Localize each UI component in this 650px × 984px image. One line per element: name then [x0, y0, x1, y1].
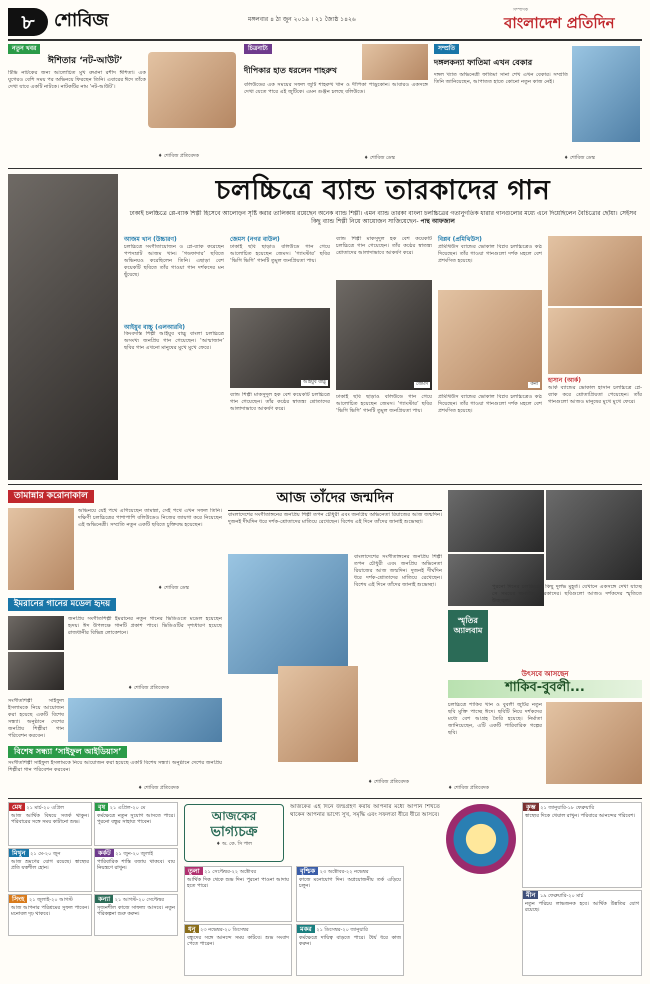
zodiac-wheel: [446, 804, 516, 874]
sign-range: ২১ জুন-২০ জুলাই: [113, 851, 153, 857]
sign-name: ধনু: [185, 925, 199, 933]
top-story-1: [8, 44, 240, 166]
sign-body: কর্মক্ষেত্রে নতুন সুযোগ আসতে পারে। পুরনো বন্ধুর সাহায্য পাবেন।: [97, 812, 175, 826]
left-story-3: [8, 698, 222, 794]
section-heading: বিপ্লব (প্রমিথিউস): [438, 236, 482, 243]
story-byline: ♦ শোবিজ ডেস্ক: [364, 156, 395, 161]
sign-name: মীন: [523, 891, 538, 899]
horoscope-title-top: আজকের: [211, 809, 257, 823]
left-story-1: [8, 490, 222, 594]
story-body: বলিউডের এক সময়ের সফল জুটি শাহরুখ খান ও দীপিকা পাড়ুকোন। আবারও একসঙ্গে দেখা যেতে পারে এই জুটিকে। এমন গুঞ্জন চলছে বলিউডে।: [244, 82, 428, 96]
horoscope-sign: [94, 802, 178, 846]
horoscope-sign: [522, 890, 642, 976]
section-heading: জেমস (নগর বাউল): [230, 236, 280, 243]
sign-name: বৃষ: [95, 803, 108, 811]
section-title: শোবিজ: [54, 10, 109, 31]
section-body: আর্ক ব্যান্ডের ভোকাল হাসান চলচ্চিত্রে প্লে-ব্যাক করে শ্রোতাপ্রিয়তা পেয়েছেন। তাঁর গানগুলো আজও মানুষের মুখে মুখে ফেরে।: [548, 384, 642, 405]
story-title: দীপিকার হাত ধরলেন শাহরুখ: [244, 66, 337, 75]
horoscope-title-box: [184, 804, 284, 862]
sign-name: তুলা: [185, 867, 203, 875]
sign-body: বন্ধুদের সঙ্গে আনন্দে সময় কাটবে। শুভ সংবাদ পেতে পারেন।: [187, 934, 289, 948]
tamanna-photo: [8, 508, 74, 590]
sign-range: ২৩ অক্টোবর-২২ নভেম্বর: [318, 869, 369, 875]
kicker-label: সম্প্রতি: [434, 44, 459, 54]
sign-body: নতুন পরিচয় লাভজনক হবে। আর্থিক উন্নতির যোগ রয়েছে।: [525, 900, 639, 914]
section-body: ব্যান্ড শিল্পী মাকসুদুল হক বেশ কয়েকটি চলচ্চিত্রে গান গেয়েছেন। তাঁর কণ্ঠের স্বাতন্ত্র্য শ্রোতাদের আলাদাভাবে আকর্ষণ করে।: [230, 391, 330, 412]
fatima-photo: [572, 46, 640, 142]
section-heading: হাসান (আর্ক): [548, 377, 581, 384]
shakib-bubly-photo: [546, 702, 642, 784]
sign-name: বৃশ্চিক: [297, 867, 318, 875]
story-byline: ♦ শোবিজ প্রতিবেদক: [128, 686, 169, 691]
story-title: দঙ্গলকন্যা ফাতিমা এখন বেকার: [434, 58, 533, 67]
sign-range: ২১ জানুয়ারি-১৮ ফেব্রুয়ারি: [538, 805, 595, 811]
sign-range: ২১ আগস্ট-২০ সেপ্টেম্বর: [113, 897, 165, 903]
story-title: ঈশিতার ‘নট-আউট’: [48, 56, 123, 66]
lead-title: চলচ্চিত্রে ব্যান্ড তারকাদের গান: [215, 175, 551, 206]
shakib-byline: ♦ শোবিজ প্রতিবেদক: [448, 786, 489, 791]
shakib-body: চলচ্চিত্রে শাকিব খান ও বুবলী জুটির নতুন ছবি মুক্তি পাচ্ছে ঈদে। ছবিটি নিয়ে দর্শকদের মধ্যে বেশ আগ্রহ তৈরি হয়েছে। নির্মাতা জানিয়েছেন, এটি একটি পারিবারিক গল্পের ছবি।: [448, 702, 542, 737]
horoscope-sign: [8, 894, 92, 936]
memory-body: পুরনো দিনের চলচ্চিত্রের কিছু দুর্লভ মুহূর্ত। যেখানে একসঙ্গে দেখা যাচ্ছে সে সময়ের জনপ্রিয় তারকাদের। ছবিগুলো আজও দর্শকদের স্মৃতিতে উজ্জ্বল।: [492, 584, 642, 605]
lead-byline: পান্থ আফজাল: [420, 218, 455, 226]
sign-body: স্বাস্থ্যের দিকে খেয়াল রাখুন। পরিবারে আনন্দের পরিবেশ।: [525, 812, 636, 819]
sign-name: মকর: [297, 925, 315, 933]
left-story-2: [8, 598, 222, 694]
sign-body: আজ আর্থিক বিষয়ে সতর্ক থাকুন। পরিবারের সঙ্গে সময় কাটানো শুভ।: [11, 812, 89, 826]
horoscope-sign: [184, 924, 292, 976]
horoscope-sign: [184, 866, 292, 922]
section-heading: আজম খান (উচ্চারণ): [124, 236, 177, 243]
page-header: [8, 6, 642, 40]
sign-range: ২১ মার্চ-২০ এপ্রিল: [24, 805, 65, 811]
story-title: তামান্নার করোনাকাল: [8, 490, 94, 503]
story-body: টিভি নাটকের জন্য আলোচিত মুখ রুমানা রশীদ ঈশিতা। এক যুগেরও বেশি সময় পর অভিনয়ে ফিরছেন তিনি। এবারের ঈদে তাঁকে দেখা যাবে একটি নাটকে। নাটকটির নাম ‘নট-আউট’।: [8, 70, 146, 91]
story-body: অভিনয়ে যেই পথে এগিয়েছেন তামান্না, সেই পথে এখন সফল তিনি। দক্ষিণী চলচ্চিত্রের পাশাপাশি বলিউডেও নিজের জায়গা করে নিয়েছেন এই অভিনেত্রী। সম্প্রতি নতুন একটি ছবিতে চুক্তিবদ্ধ হয়েছেন।: [78, 508, 222, 529]
sign-range: ২১ মে-২০ জুন: [28, 851, 61, 857]
azam-khan-photo: [8, 174, 118, 480]
top-story-2: [244, 44, 430, 166]
top-strip-rule: [8, 168, 642, 169]
horoscope-sign: [296, 866, 404, 922]
deepika-photo: [362, 44, 428, 80]
section-body: ঢাকাই ছবি ছাড়াও বলিউডে গান গেয়ে আলোচিত হয়েছেন জেমস। ‘গ্যাংস্টার’ ছবির ‘ভিগি ভিগি’ গানটি তুমুল জনপ্রিয়তা পায়।: [336, 394, 432, 415]
shakib-title: শাকিব-বুবলী...: [505, 680, 585, 695]
memory-tag-top: স্মৃতির: [458, 616, 478, 625]
shakib-block: [448, 670, 642, 794]
birthday-body-col: বাংলাদেশের সংগীতাঙ্গনের জনপ্রিয় শিল্পী তপন চৌধুরী এবং জনপ্রিয় অভিনেতা রিয়াজের আজ জন্মদিন। দুজনই দীর্ঘদিন ধরে দর্শক-শ্রোতাদের মাতিয়ে রেখেছেন। বিশেষ এই দিনে তাঁদের জানাই শুভেচ্ছা।: [354, 554, 442, 589]
sign-name: মেষ: [9, 803, 25, 811]
section-body: প্রমিথিউস ব্যান্ডের ভোকাল বিপ্লব চলচ্চিত্রেও কণ্ঠ দিয়েছেন। তাঁর গাওয়া গানগুলো দর্শক মহলে বেশ প্রশংসিত হয়েছে।: [438, 243, 542, 264]
birthday-block: [228, 490, 442, 794]
page-number: ৮: [21, 10, 35, 34]
imran-photo: [8, 616, 64, 650]
sign-body: আজ ভ্রমণের যোগ রয়েছে। স্বাস্থ্যের প্রতি যত্নশীল হোন।: [11, 858, 89, 872]
horoscope-sign: [94, 848, 178, 892]
birthday-title: আজ তাঁদের জন্মদিন: [228, 490, 442, 511]
sign-body: আজ আপনার পরিশ্রমের সুফল পাবেন। মনোবল দৃঢ় থাকবে।: [11, 904, 89, 918]
sign-name: কর্কট: [95, 849, 114, 857]
lead-col-1: [124, 236, 224, 480]
horoscope-sign: [296, 924, 404, 976]
horoscope-author: ♦ অ. কে. সি পাল: [216, 841, 252, 847]
story-byline: ♦ শোবিজ ডেস্ক: [564, 156, 595, 161]
shakib-title-bar: [448, 680, 642, 698]
brand-kicker: সম্পাদক: [513, 8, 529, 13]
section-body: ব্যান্ড শিল্পী মাকসুদুল হক বেশ কয়েকটি চলচ্চিত্রে গান গেয়েছেন। তাঁর কণ্ঠের স্বাতন্ত্র্য শ্রোতাদের আলাদাভাবে আকর্ষণ করে।: [336, 236, 432, 257]
memory-tag: [448, 610, 488, 662]
sign-range: ২১ এপ্রিল-২০ মে: [108, 805, 146, 811]
lead-col-4: [438, 236, 542, 480]
sign-range: ২১ ডিসেম্বর-২০ জানুয়ারি: [314, 927, 368, 933]
horoscope-sign: [8, 802, 92, 846]
section-heading: আইয়ুব বাচ্চু (এলআরবি): [124, 323, 185, 331]
memory-tag-bottom: অ্যালবাম: [453, 626, 483, 635]
sign-name: মিথুন: [9, 849, 29, 857]
section-body: ঢাকাই ছবি ছাড়াও বলিউডে গান গেয়ে আলোচিত হয়েছেন জেমস। ‘গ্যাংস্টার’ ছবির ‘ভিগি ভিগি’ গানটি তুমুল জনপ্রিয়তা পায়।: [230, 243, 330, 264]
sign-range: ২৩ নভেম্বর-২০ ডিসেম্বর: [198, 927, 249, 933]
riaz-photo: [278, 666, 358, 762]
kicker-label: চিত্রনাট্য: [244, 44, 272, 54]
photo-label: জেমস: [415, 382, 428, 388]
sign-name: কুম্ভ: [523, 803, 539, 811]
horoscope-sign: [94, 894, 178, 936]
sign-range: ২১ সেপ্টেম্বর-২২ অক্টোবর: [202, 869, 257, 875]
james-photo: [336, 280, 432, 390]
memory-photo-1: [448, 490, 544, 552]
sign-body: পারিবারিক শান্তি বজায় থাকবে। ব্যয় নিয়ন্ত্রণে রাখুন।: [97, 858, 175, 872]
section-body: চলচ্চিত্রে সংগীতায়োজন ও প্লে-ব্যাক করেছেন পপসম্রাট আজম খান। ‘গডফাদার’ ছবিতে অভিনয়ও করেছিলেন তিনি। এছাড়া বেশ কয়েকটি ছবিতে তাঁর গাওয়া গান দর্শকদের মন ছুঁয়েছে।: [124, 243, 224, 278]
lead-deck-text: ঢাকাই চলচ্চিত্রে প্লে-ব্যাক শিল্পী হিসেবে আলোড়ন সৃষ্টি করার তালিকায় রয়েছেন অনেক ব্যান্ড শিল্পী। এমন ব্যান্ড তারকা বাংলা চলচ্চিত্রের গতানুগতিক ধারার গানগুলোর মধ্যে এনে দিয়েছিলেন বৈচিত্র্যের ছোঁয়া। সেইসব কিছু ব্যান্ড শিল্পী নিয়ে আয়োজন সাজিয়েছেন-: [129, 210, 637, 226]
horoscope-title-bottom: ভাগ্যচক্র: [210, 824, 258, 840]
sign-name: সিংহ: [9, 895, 27, 903]
birthday-byline: ♦ শোবিজ প্রতিবেদক: [368, 780, 409, 785]
photo-label: কনা: [530, 381, 538, 387]
photo-label: আইয়ুব বাচ্চু: [302, 379, 326, 385]
top-story-3: [434, 44, 642, 166]
story-body: জনপ্রিয় সংগীতশিল্পী ইমরানের নতুন গানের ভিডিওতে মডেল হয়েছেন হৃদয়। ঈদ উপলক্ষে গানটি প্রকাশ পাবে। ভিডিওটির দৃশ্যধারণ হয়েছে রাজধানীর বিভিন্ন লোকেশনে।: [68, 616, 222, 637]
page-number-badge: [8, 8, 48, 36]
sign-body: কর্মক্ষেত্রে দায়িত্ব বাড়তে পারে। ধৈর্য ধরে কাজ করুন।: [299, 934, 401, 948]
dateline: মঙ্গলবার ৪ ঠা জুন ২০১৯ । ২১ জ্যৈষ্ঠ ১৪২৬: [248, 16, 356, 23]
sign-body: কাজে মনোযোগ দিন। অপ্রয়োজনীয় তর্ক এড়িয়ে চলুন।: [299, 876, 401, 890]
memory-block: [448, 490, 642, 666]
horoscope-sign: [522, 802, 642, 888]
birthday-body: বাংলাদেশের সংগীতাঙ্গনের জনপ্রিয় শিল্পী তপন চৌধুরী এবং জনপ্রিয় অভিনেতা রিয়াজের আজ জন্মদিন। দুজনই দীর্ঘদিন ধরে দর্শক-শ্রোতাদের মাতিয়ে রেখেছেন। বিশেষ এই দিনে তাঁদের জানাই শুভেচ্ছা।: [228, 512, 442, 526]
lead-col-3: [336, 236, 432, 480]
story-byline: ♦ শোবিজ প্রতিবেদক: [138, 786, 179, 791]
horoscope-top-rule: [8, 798, 642, 799]
saiful-event-photo: [68, 698, 222, 742]
header-rule: [8, 39, 642, 41]
brand-logo: বাংলাদেশ প্রতিদিন: [504, 14, 615, 32]
story-body: দঙ্গল খ্যাত অভিনেত্রী ফাতিমা সানা শেখ এখন বেকার। সম্প্রতি তিনি জানিয়েছেন, আপাতত হাতে কোনো নতুন কাজ নেই।: [434, 72, 568, 86]
singer-guitar-photo: [548, 308, 642, 374]
story-byline: ♦ শোবিজ প্রতিবেদক: [158, 154, 199, 159]
lead-col-2: [230, 236, 330, 480]
horoscope-sign: [8, 848, 92, 892]
story-body-lead: সংগীতশিল্পী সাইফুল ইসলামকে নিয়ে আয়োজন করা হয়েছে একটি বিশেষ সন্ধ্যা। অনুষ্ঠানে দেশের জনপ্রিয় শিল্পীরা গান পরিবেশন করবেন।: [8, 698, 64, 740]
story-title: বিশেষ সন্ধ্যা ‘সাইফুল আইডিয়াস’: [8, 746, 127, 758]
sign-name: কন্যা: [95, 895, 113, 903]
kona-photo: [438, 290, 542, 390]
sign-body: আর্থিক দিক থেকে শুভ দিন। পুরনো পাওনা আদায় হতে পারে।: [187, 876, 289, 890]
story-body: সংগীতশিল্পী সাইফুল ইসলামকে নিয়ে আয়োজন করা হয়েছে একটি বিশেষ সন্ধ্যা। অনুষ্ঠানে দেশের জনপ্রিয় শিল্পীরা গান পরিবেশন করবেন।: [8, 760, 222, 774]
sign-body: সৃজনশীল কাজে সাফল্য আসবে। নতুন পরিকল্পনা শুরু করুন।: [97, 904, 175, 918]
kicker-label: নতুন খবর: [8, 44, 40, 54]
shakib-kicker: উৎসবে আসছেন: [521, 670, 569, 678]
bachchu-photo: [230, 308, 330, 388]
lead-col-5: [548, 236, 642, 480]
lead-bottom-rule: [8, 484, 642, 485]
memory-photo-2: [546, 490, 642, 580]
story-title: ইমরানের গানের মডেল হৃদয়: [8, 598, 116, 611]
lead-deck: [124, 210, 642, 230]
tahsan-photo: [548, 236, 642, 306]
tapan-chowdhury-photo: [228, 554, 348, 674]
sign-range: ২১ জুলাই-২০ আগস্ট: [27, 897, 73, 903]
horoscope-intro: আজকের এই দিনে জন্মগ্রহণ করায় আপনার মধ্যে আপনি শিখতে থাকেন আপনার ভাগ্যে সুখ, সমৃদ্ধি এবং সফলতা ধীরে ধীরে আসবে।: [290, 804, 440, 818]
section-body: প্রমিথিউস ব্যান্ডের ভোকাল বিপ্লব চলচ্চিত্রেও কণ্ঠ দিয়েছেন। তাঁর গাওয়া গানগুলো দর্শক মহলে বেশ প্রশংসিত হয়েছে।: [438, 393, 542, 414]
hridoy-photo: [8, 652, 64, 690]
sign-range: ১৯ ফেব্রুয়ারি-২০ মার্চ: [538, 893, 584, 899]
story-byline: ♦ শোবিজ ডেস্ক: [158, 586, 189, 591]
isheta-photo: [148, 52, 236, 128]
horoscope-block: [8, 802, 642, 978]
section-body: কিংবদন্তি শিল্পী আইয়ুব বাচ্চু বাংলা চলচ্চিত্রে অসংখ্য জনপ্রিয় গান গেয়েছেন। ‘আম্মাজান’ ছবির গান এখনো মানুষের মুখে মুখে ফেরে।: [124, 331, 224, 352]
